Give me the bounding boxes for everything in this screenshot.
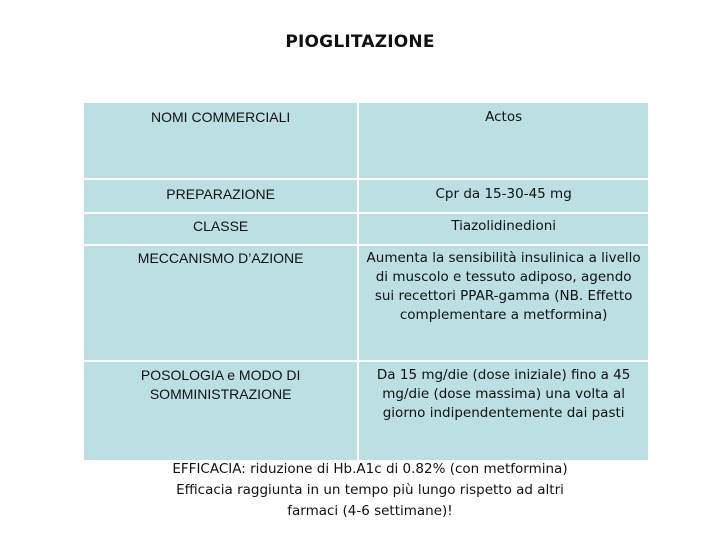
efficacy-line: farmaci (4-6 settimane)! xyxy=(287,503,453,519)
row-value-trade-names: Actos xyxy=(359,103,648,180)
table-row xyxy=(84,103,648,180)
row-label-mechanism: MECCANISMO D’AZIONE xyxy=(84,246,359,362)
table-row xyxy=(84,180,648,214)
table-row xyxy=(84,246,648,362)
efficacy-line: Efficacia raggiunta in un tempo più lungo rispetto ad altri xyxy=(176,482,564,498)
row-label-class: CLASSE xyxy=(84,214,359,246)
row-label-trade-names: NOMI COMMERCIALI xyxy=(84,103,359,180)
table-row xyxy=(84,362,648,462)
page-title: PIOGLITAZIONE xyxy=(285,32,435,52)
row-value-dosage: Da 15 mg/die (dose iniziale) fino a 45 mg/die (dose massima) una volta al giorno indipendentemente dai pasti xyxy=(359,362,648,462)
efficacy-line: EFFICACIA: riduzione di Hb.A1c di 0.82% (con metformina) xyxy=(172,461,568,477)
row-label-dosage: POSOLOGIA e MODO DI SOMMINISTRAZIONE xyxy=(84,362,359,462)
efficacy-note xyxy=(150,459,590,522)
row-value-preparation: Cpr da 15-30-45 mg xyxy=(359,180,648,214)
row-value-class: Tiazolidinedioni xyxy=(359,214,648,246)
drug-info-table xyxy=(84,103,648,462)
row-value-mechanism: Aumenta la sensibilità insulinica a livello di muscolo e tessuto adiposo, agendo sui recettori PPAR-gamma (NB. Effetto complementare a metformina) xyxy=(359,246,648,362)
row-label-preparation: PREPARAZIONE xyxy=(84,180,359,214)
table-row xyxy=(84,214,648,246)
